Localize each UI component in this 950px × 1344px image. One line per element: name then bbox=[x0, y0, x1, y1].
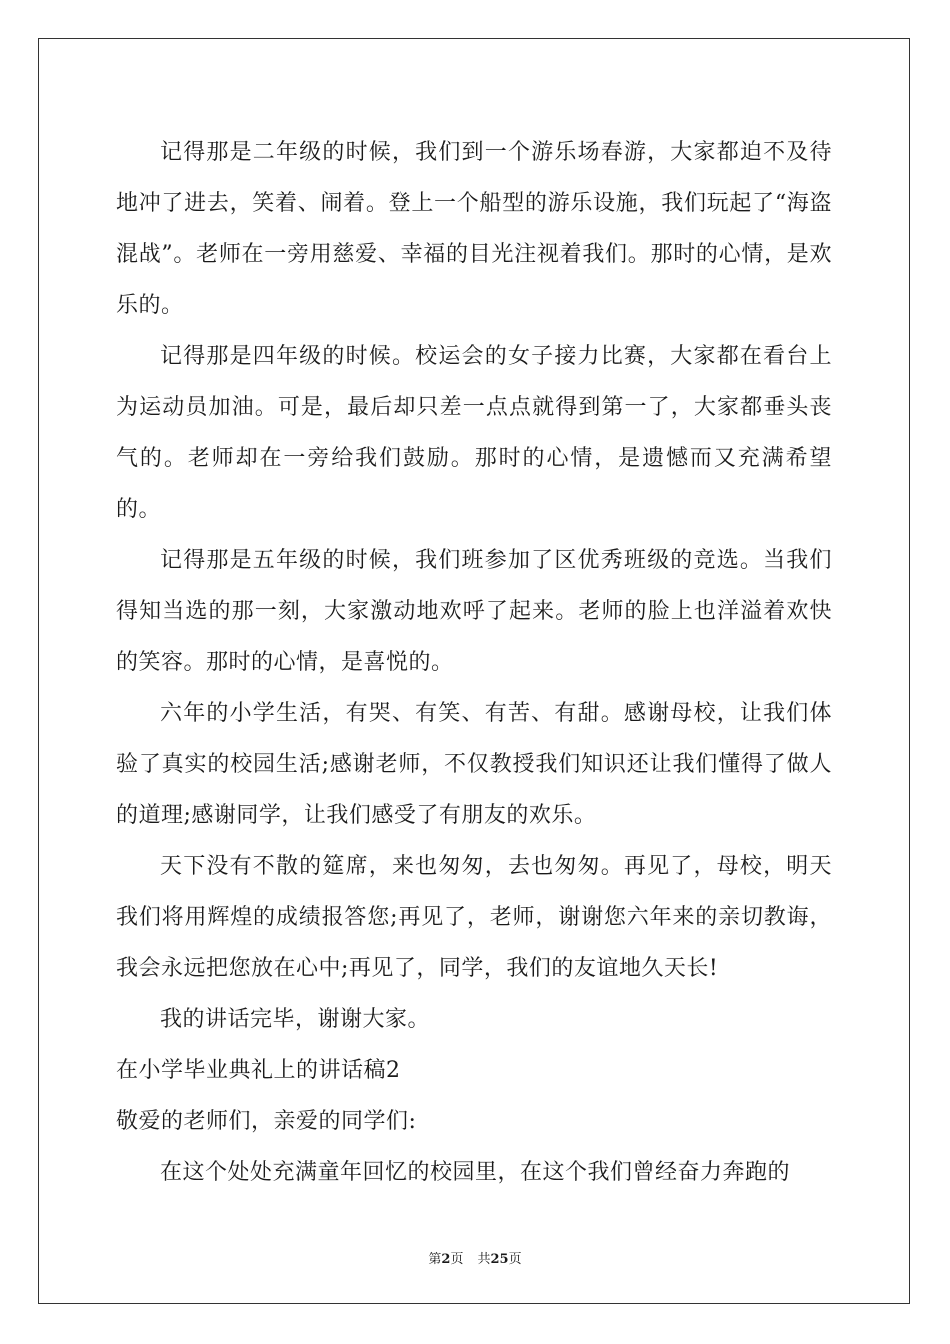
page-footer bbox=[0, 1248, 950, 1267]
paragraph-closing: 我的讲话完毕，谢谢大家。 bbox=[160, 1007, 431, 1032]
total-prefix: 共 bbox=[477, 1252, 491, 1267]
total-pages: 25 bbox=[490, 1252, 509, 1267]
paragraph-farewell: 天下没有不散的筵席，来也匆匆，去也匆匆。再见了，母校，明天我们将用辉煌的成绩报答您;再见了，老师，谢谢您六年来的亲切教诲，我会永远把您放在心中;再见了，同学，我们的友谊地久天长! bbox=[116, 854, 832, 981]
salutation: 敬爱的老师们，亲爱的同学们: bbox=[116, 1109, 417, 1134]
section-title: 在小学毕业典礼上的讲话稿2 bbox=[116, 1058, 401, 1083]
paragraph-opening: 在这个处处充满童年回忆的校园里，在这个我们曾经奋力奔跑的 bbox=[160, 1160, 791, 1185]
paragraph-grade-two: 记得那是二年级的时候，我们到一个游乐场春游，大家都迫不及待地冲了进去，笑着、闹着。登上一个船型的游乐设施，我们玩起了“海盗混战”。老师在一旁用慈爱、幸福的目光注视着我们。那时的心情，是欢乐的。 bbox=[116, 140, 832, 318]
page-number: 2 bbox=[441, 1252, 451, 1267]
document-body bbox=[116, 127, 832, 1198]
paragraph-thanks: 六年的小学生活，有哭、有笑、有苦、有甜。感谢母校，让我们体验了真实的校园生活;感谢老师，不仅教授我们知识还让我们懂得了做人的道理;感谢同学，让我们感受了有朋友的欢乐。 bbox=[116, 701, 832, 828]
paragraph-grade-four: 记得那是四年级的时候。校运会的女子接力比赛，大家都在看台上为运动员加油。可是，最后却只差一点点就得到第一了，大家都垂头丧气的。老师却在一旁给我们鼓励。那时的心情，是遗憾而又充满希望的。 bbox=[116, 344, 832, 522]
paragraph-grade-five: 记得那是五年级的时候，我们班参加了区优秀班级的竞选。当我们得知当选的那一刻，大家激动地欢呼了起来。老师的脸上也洋溢着欢快的笑容。那时的心情，是喜悦的。 bbox=[116, 548, 832, 675]
page-prefix: 第 bbox=[428, 1252, 442, 1267]
total-suffix: 页 bbox=[508, 1252, 522, 1267]
page-suffix: 页 bbox=[450, 1252, 464, 1267]
